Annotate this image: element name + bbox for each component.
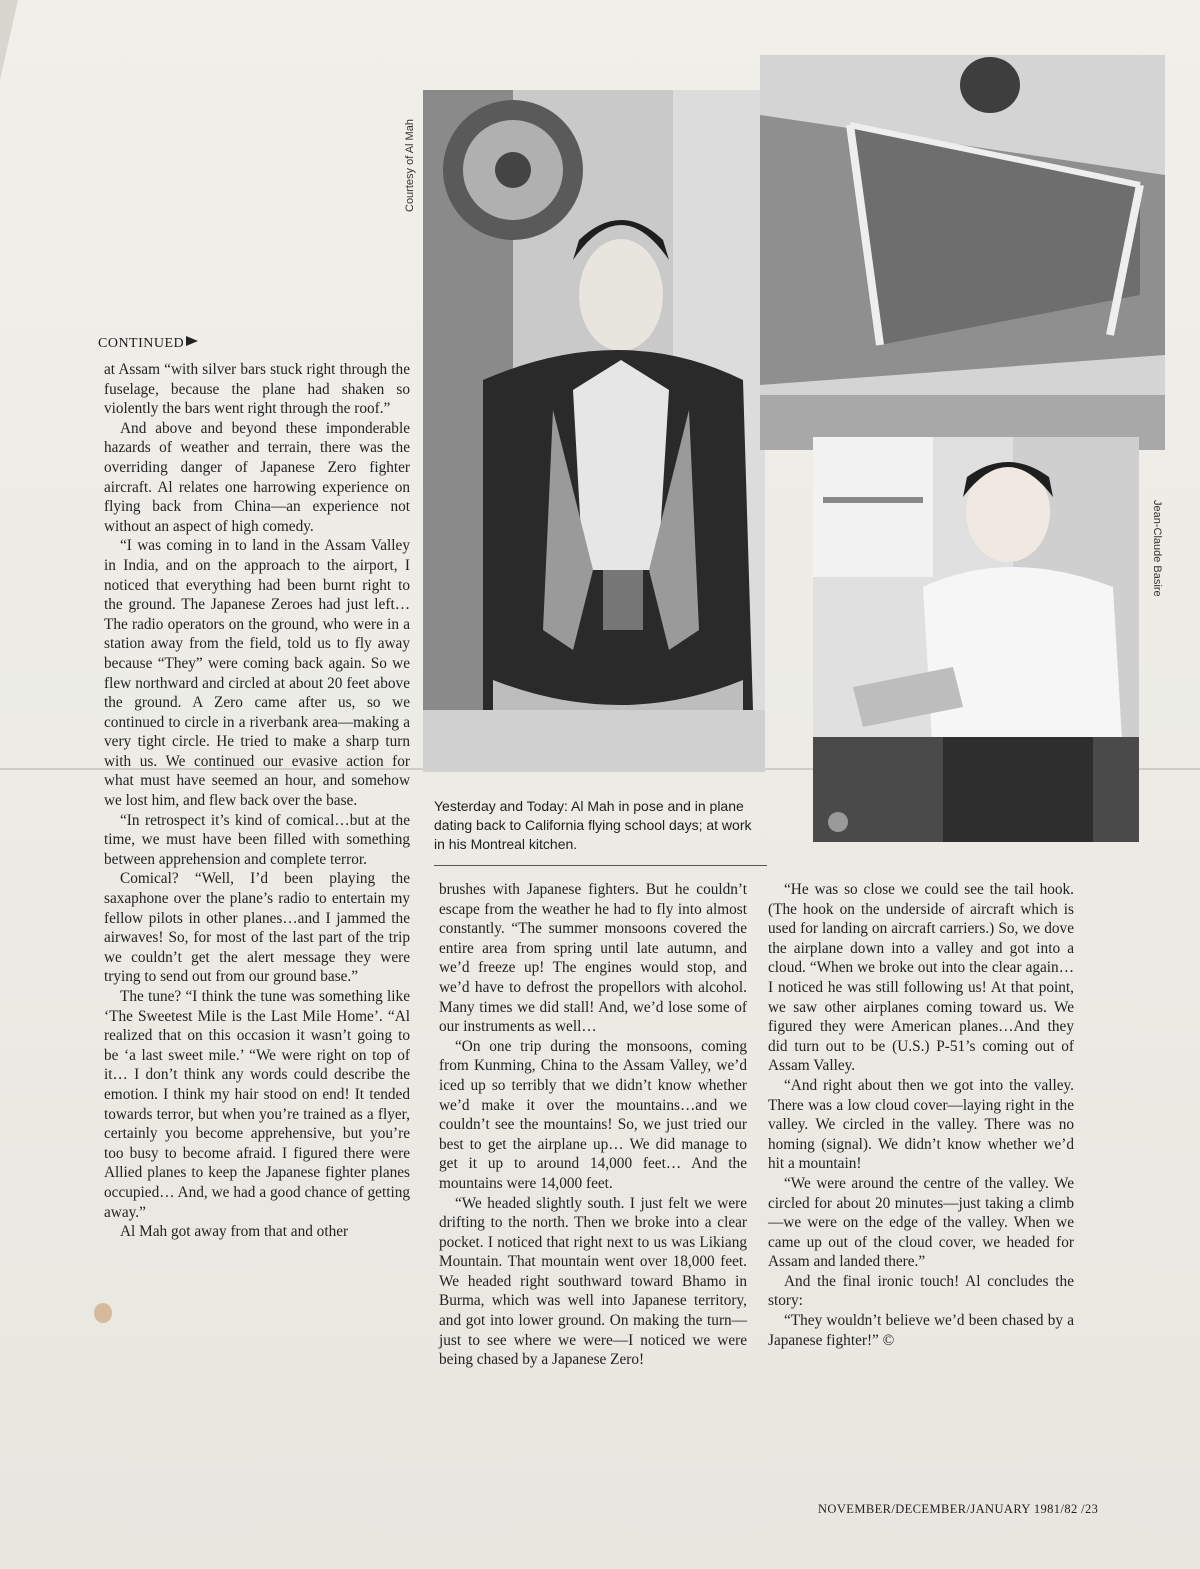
article-column-3 — [768, 880, 1074, 1350]
continued-marker — [98, 336, 198, 352]
page-corner — [0, 0, 18, 80]
photo-credit-right: Jean-Claude Basire — [1151, 500, 1163, 597]
photo-al-mah-pilot — [423, 90, 765, 772]
paragraph: “I was coming in to land in the Assam Valley in India, and on the approach to the airport, I noticed that everything had been burnt right to the ground. The Japanese Zeroes had just left… The radio operators on the ground, who were in a station away from the field, told us to fly away because “They” were coming back again. So we flew northward and circled at about 20 feet above the ground. A Zero came after us, so we continued to circle in a riverbank area—making a very tight circle. He tried to make a sharp turn with us. We continued our evasive action for what must have seemed an hour, and somehow we lost him, and flew back over the base. — [104, 537, 410, 810]
page-footer: NOVEMBER/DECEMBER/JANUARY 1981/82 /23 — [818, 1502, 1099, 1516]
photo-al-mah-kitchen — [813, 437, 1139, 842]
paragraph: “We headed slightly south. I just felt we were drifting to the north. Then we broke into a clear pocket. I noticed that right next to us was Likiang Mountain. That mountain went over 18,000 feet. We headed right southward toward Bhamo in Burma, which was well into Japanese territory, and got into lower ground. On making the turn—just to see where we were—I noticed we were being chased by a Japanese Zero! — [439, 1194, 747, 1369]
article-column-2 — [439, 880, 747, 1370]
paragraph: And the final ironic touch! Al concludes the story: — [768, 1272, 1074, 1310]
paragraph: brushes with Japanese fighters. But he couldn’t escape from the weather he had to fly into almost constantly. “The summer monsoons covered the entire area from spring until late autumn, and we’d freeze up! The engines would stop, and we’d have to defrost the propellors with alcohol. Many times we did stall! And, we’d lose some of our instruments as well… — [439, 881, 747, 1036]
paragraph: The tune? “I think the tune was something like ‘The Sweetest Mile is the Last Mile Home’. “Al realized that on this occasion it wasn’t going to be ‘a last sweet mile.’ “We were right on top of it… I don’t think any words could describe the emotion. I think my hair stood on end! It tended towards terror, but when you’re trained as a flyer, certainly you become apprehensive, but you’re too busy to become afraid. I figured there were Allied planes to keep the Japanese fighter planes occupied… And, we had a good chance of getting away.” — [104, 988, 410, 1221]
paragraph: “On one trip during the monsoons, coming from Kunming, China to the Assam Valley, we’d iced up so terribly that we didn’t know whether we’d make it over the mountains…and we couldn’t see the mountains! So, we just tried our best to get the airplane up… We did manage to get it up to around 14,000 feet… And the mountains were 14,000 feet. — [439, 1037, 747, 1192]
arrow-right-icon — [186, 336, 198, 346]
paragraph: “We were around the centre of the valley. We circled for about 20 minutes—just taking a climb—we were on the edge of the valley. When we came up out of the cloud cover, we headed for Assam and landed there.” — [768, 1174, 1074, 1271]
paragraph: Al Mah got away from that and other — [120, 1223, 349, 1241]
paragraph: at Assam “with silver bars stuck right through the fuselage, because the plane had shaken so violently the bars went right through the roof.” — [104, 361, 410, 418]
photo-plane — [760, 55, 1165, 450]
caption-divider — [434, 865, 767, 866]
paragraph: And above and beyond these imponderable hazards of weather and terrain, there was the overriding danger of Japanese Zero fighter aircraft. Al relates one harrowing experience on flying back from China—an experience not without an aspect of high comedy. — [104, 419, 410, 535]
paragraph: “He was so close we could see the tail hook. (The hook on the underside of aircraft which is used for landing on aircraft carriers.) So, we dove the airplane down into a valley and got into a cloud. “When we broke out into the clear again…I noticed he was still following us! At that point, we saw other airplanes coming toward us. We figured they were American planes…And they did turn out to be (U.S.) P-51’s coming out of Assam Valley. — [768, 881, 1074, 1075]
paragraph: “They wouldn’t believe we’d been chased by a Japanese fighter!” © — [768, 1312, 1074, 1349]
paper-stain — [94, 1303, 112, 1323]
paragraph: “And right about then we got into the valley. There was a low cloud cover—laying right in the valley. We circled in the valley. There was no homing (signal). We didn’t know whether we’d hit a mountain! — [768, 1076, 1074, 1173]
paragraph: “In retrospect it’s kind of comical…but at the time, we must have been filled with something between apprehension and complete terror. — [104, 811, 410, 868]
photo-caption: Yesterday and Today: Al Mah in pose and in plane dating back to California flying school days; at work in his Montreal kitchen. — [434, 798, 752, 852]
continued-label: CONTINUED — [98, 336, 185, 351]
paragraph: Comical? “Well, I’d been playing the saxaphone over the plane’s radio to entertain my fellow pilots in other planes…and I jammed the airwaves! So, for most of the last part of the trip we couldn’t get the alert message they were trying to send out from our ground base.” — [104, 870, 410, 986]
article-column-1 — [104, 360, 410, 1242]
photo-credit-left: Courtesy of Al Mah — [404, 119, 416, 212]
